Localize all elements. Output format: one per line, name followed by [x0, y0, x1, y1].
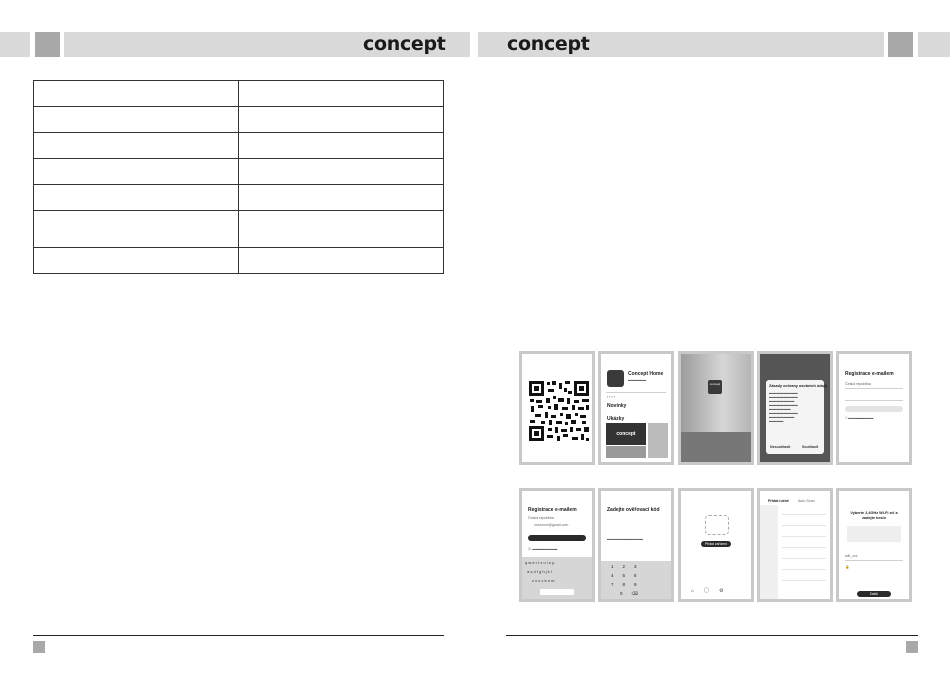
- tab-auto-scan[interactable]: Auto Scan: [798, 499, 815, 503]
- app-subtitle: ▬▬▬▬▬: [628, 378, 646, 382]
- keypad-row[interactable]: 4 5 6: [611, 573, 637, 578]
- table-cell: [34, 107, 239, 133]
- divider: [606, 392, 666, 393]
- category-sidebar[interactable]: [760, 505, 778, 599]
- keypad-row[interactable]: 7 8 9: [611, 582, 637, 587]
- field-underline: [845, 388, 903, 389]
- dialog-title: Zásady ochrany osobních údajů: [769, 384, 828, 388]
- keyboard-row[interactable]: q w e r t z u i o p: [525, 560, 555, 565]
- header-square-left: [35, 32, 60, 57]
- screen-title: Registrace e-mailem: [528, 507, 577, 513]
- decline-button[interactable]: Nesouhlasit: [770, 445, 791, 449]
- spec-table: [33, 80, 444, 274]
- keypad-row[interactable]: 0 ⌫: [611, 591, 638, 596]
- screen-add-device: [757, 488, 833, 602]
- table-cell: [239, 248, 444, 274]
- brand-logo-right: concept: [507, 33, 590, 55]
- table-cell: [34, 81, 239, 107]
- room-photo: [681, 432, 751, 462]
- footer-rule-right: [506, 635, 918, 636]
- screen-app-store: [598, 351, 674, 465]
- field-underline: [845, 560, 903, 561]
- page-marker-left: [33, 641, 45, 653]
- table-row: [34, 107, 444, 133]
- dialog-body: ▬▬▬▬▬▬▬▬ ▬▬▬▬▬▬▬▬ ▬▬▬▬▬▬▬ ▬▬▬▬▬▬▬▬ ▬▬▬▬▬▬ ▬▬▬▬▬▬▬▬ ▬▬▬▬▬▬▬ ▬▬▬▬: [769, 391, 798, 423]
- table-cell: [34, 211, 239, 248]
- keypad-row[interactable]: 1 2 3: [611, 564, 637, 569]
- page-marker-right: [906, 641, 918, 653]
- home-illustration: [705, 515, 729, 535]
- table-cell: [239, 81, 444, 107]
- add-device-button[interactable]: Přidat zařízení: [701, 541, 731, 547]
- next-button[interactable]: Další: [857, 591, 891, 597]
- section-preview: Ukázky: [607, 416, 625, 422]
- screen-title: Registrace e-mailem: [845, 371, 894, 377]
- keyboard[interactable]: [522, 557, 592, 599]
- table-cell: [239, 211, 444, 248]
- numeric-keypad[interactable]: [601, 561, 671, 599]
- device-grid[interactable]: [782, 511, 826, 591]
- app-icon: [607, 370, 624, 387]
- wifi-network[interactable]: wifi_xxx: [845, 554, 858, 558]
- get-code-button[interactable]: [528, 535, 586, 541]
- wifi-diagram: [847, 526, 901, 542]
- table-cell: [239, 107, 444, 133]
- table-cell: [239, 185, 444, 211]
- table-cell: [34, 159, 239, 185]
- wifi-password[interactable]: 🔒: [845, 565, 850, 569]
- privacy-dialog: [766, 380, 828, 454]
- table-row: [34, 248, 444, 274]
- code-hint: ▬▬▬▬▬▬▬▬▬▬: [607, 537, 643, 541]
- keyboard-row[interactable]: z x c v b n m: [532, 578, 555, 583]
- screen-privacy: [757, 351, 833, 465]
- terms-checkbox[interactable]: ☑ ▬▬▬▬▬▬▬: [528, 547, 558, 551]
- screen-register: [836, 351, 912, 465]
- header-square-right: [888, 32, 913, 57]
- app-stats: ▪ ▪ ▪ ▪: [607, 395, 616, 399]
- brand-logo-left: concept: [363, 33, 446, 55]
- table-row: [34, 133, 444, 159]
- table-row: [34, 185, 444, 211]
- section-news: Novinky: [607, 403, 627, 409]
- table-cell: [34, 248, 239, 274]
- bottom-nav[interactable]: ⌂ ◯ ⚙: [691, 588, 724, 594]
- terms-checkbox[interactable]: □ ▬▬▬▬▬▬▬: [845, 416, 874, 420]
- screen-register-email: [519, 488, 595, 602]
- screen-title: Vyberte 2,4GHz Wi-Fi síť a zadejte heslo: [850, 511, 898, 520]
- footer-rule-left: [33, 635, 444, 636]
- screen-wifi: [836, 488, 912, 602]
- tab-add-manually[interactable]: Přidat ručně: [768, 499, 789, 503]
- screen-home-empty: [678, 488, 754, 602]
- screen-verification-code: [598, 488, 674, 602]
- screen-launch: [678, 351, 754, 465]
- promo-photo: [648, 423, 668, 458]
- header-square-left-outer: [0, 32, 30, 57]
- field-underline: [845, 400, 903, 401]
- table-row: [34, 81, 444, 107]
- screen-title: Zadejte ověřovací kód: [607, 507, 660, 513]
- promo-banner: concept: [606, 423, 646, 445]
- table-cell: [34, 185, 239, 211]
- table-cell: [34, 133, 239, 159]
- table-row: [34, 211, 444, 248]
- country-field[interactable]: Česká republika: [528, 516, 554, 520]
- keyboard-row[interactable]: a s d f g h j k l: [527, 569, 552, 574]
- app-icon: concept: [708, 380, 722, 394]
- header-square-right-outer: [918, 32, 950, 57]
- app-name: Concept Home: [628, 371, 664, 377]
- country-field[interactable]: Česká republika: [845, 382, 871, 386]
- promo-photo-2: [606, 446, 646, 458]
- table-cell: [239, 133, 444, 159]
- table-row: [34, 159, 444, 185]
- accept-button[interactable]: Souhlasit: [802, 445, 819, 449]
- email-field[interactable]: xxxxxxxx@gmail.com: [534, 523, 569, 527]
- screen-qr-code: [519, 351, 595, 465]
- get-code-button[interactable]: [845, 406, 903, 412]
- space-key[interactable]: [540, 589, 574, 595]
- table-cell: [239, 159, 444, 185]
- qr-code-icon: [522, 354, 592, 462]
